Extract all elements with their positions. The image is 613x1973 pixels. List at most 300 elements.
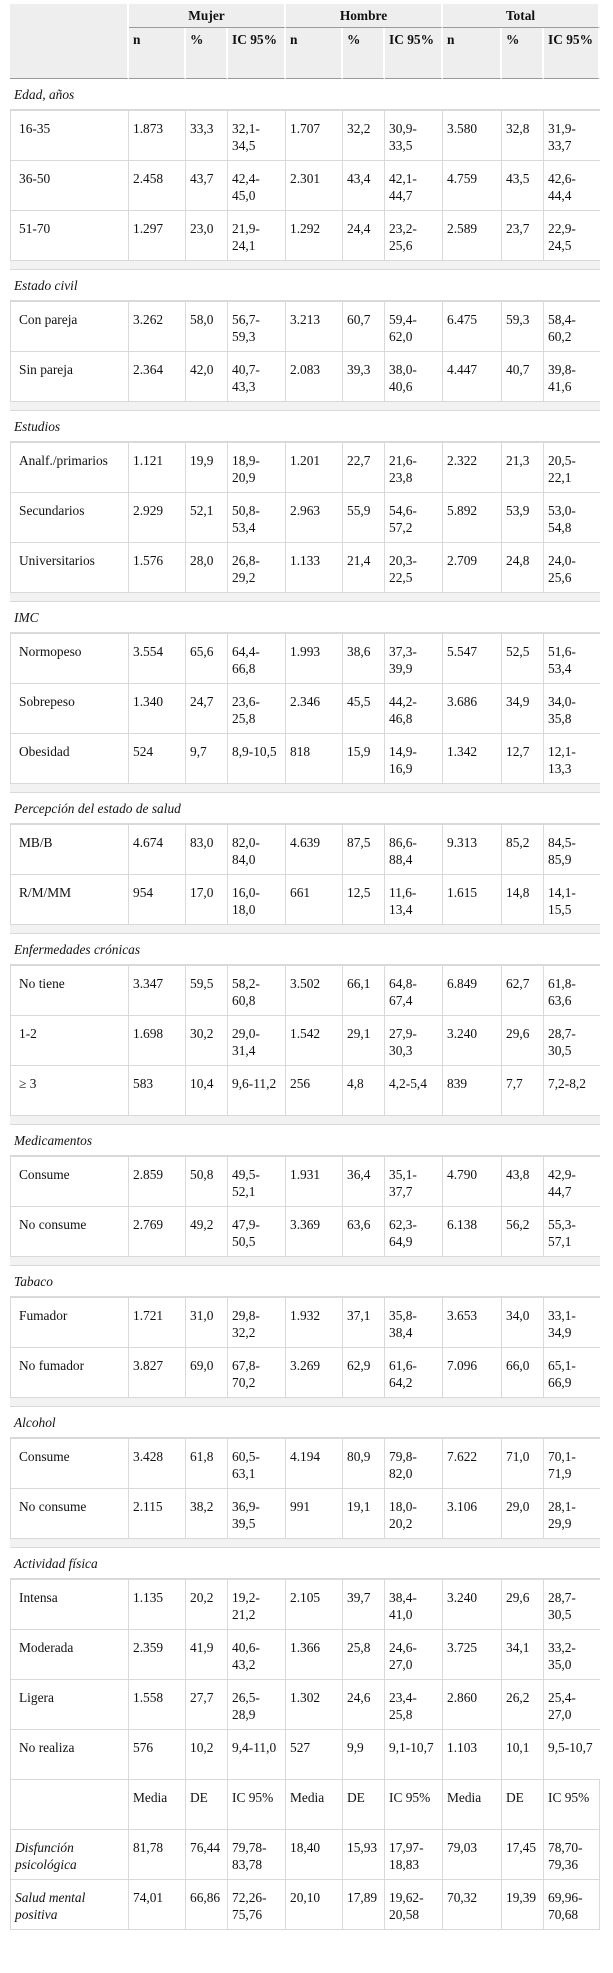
row-label: MB/B	[10, 824, 129, 874]
table-cell: 71,0	[502, 1438, 544, 1488]
table-cell: 1.542	[286, 1015, 343, 1065]
table-cell: 72,26-75,76	[228, 1879, 286, 1930]
table-cell: 2.929	[129, 492, 186, 542]
table-cell: 28,7-30,5	[544, 1015, 600, 1065]
row-label: Intensa	[10, 1579, 129, 1629]
table-cell: 65,6	[186, 633, 228, 683]
table-cell: 21,9-24,1	[228, 210, 286, 260]
row-label: Con pareja	[10, 301, 129, 351]
table-cell: 3.369	[286, 1206, 343, 1256]
section-row	[10, 270, 600, 301]
table-cell: 12,5	[343, 874, 385, 924]
table-cell: 19,2-21,2	[228, 1579, 286, 1629]
table-cell: 4.639	[286, 824, 343, 874]
corner-cell	[10, 4, 129, 79]
mean-row	[10, 1829, 600, 1879]
col-header-n: n	[286, 28, 343, 79]
table-cell: 44,2-46,8	[385, 683, 443, 733]
table-cell: 59,4-62,0	[385, 301, 443, 351]
table-cell: 27,7	[186, 1679, 228, 1729]
table-row	[10, 683, 600, 733]
table-cell: 31,9-33,7	[544, 110, 600, 160]
row-label: 36-50	[10, 160, 129, 210]
table-cell: 79,78-83,78	[228, 1829, 286, 1879]
mean-row	[10, 1879, 600, 1930]
table-cell: 38,2	[186, 1488, 228, 1538]
table-cell: 74,01	[129, 1879, 186, 1930]
section-row	[10, 1266, 600, 1297]
table-cell: 24,6	[343, 1679, 385, 1729]
table-cell: 87,5	[343, 824, 385, 874]
table-cell: 67,8-70,2	[228, 1347, 286, 1397]
table-cell: 55,9	[343, 492, 385, 542]
table-cell: 29,6	[502, 1015, 544, 1065]
table-cell: 34,0-35,8	[544, 683, 600, 733]
table-cell: 50,8	[186, 1156, 228, 1206]
table-cell: 32,1-34,5	[228, 110, 286, 160]
table-cell: 28,0	[186, 542, 228, 592]
col-header-ic: IC 95%	[544, 28, 600, 79]
table-cell: 33,1-34,9	[544, 1297, 600, 1347]
table-cell: 14,9-16,9	[385, 733, 443, 783]
table-row	[10, 733, 600, 783]
table-cell: 43,7	[186, 160, 228, 210]
table-cell: 661	[286, 874, 343, 924]
table-cell: 31,0	[186, 1297, 228, 1347]
table-cell: 58,2-60,8	[228, 965, 286, 1015]
col-header-pct: %	[343, 28, 385, 79]
section-title: IMC	[10, 602, 600, 633]
table-cell: 69,0	[186, 1347, 228, 1397]
section-row	[10, 1407, 600, 1438]
table-cell: 12,7	[502, 733, 544, 783]
table-cell: 49,2	[186, 1206, 228, 1256]
table-cell: 256	[286, 1065, 343, 1115]
table-cell: 35,1-37,7	[385, 1156, 443, 1206]
table-cell: 10,2	[186, 1729, 228, 1779]
table-cell: 62,7	[502, 965, 544, 1015]
row-label: Consume	[10, 1156, 129, 1206]
table-row	[10, 1206, 600, 1256]
table-cell: 4.790	[443, 1156, 502, 1206]
section-row	[10, 1125, 600, 1156]
row-label: No fumador	[10, 1347, 129, 1397]
table-cell: 22,7	[343, 442, 385, 492]
table-row	[10, 160, 600, 210]
table-cell: 18,9-20,9	[228, 442, 286, 492]
section-spacer	[10, 401, 600, 411]
table-cell: 6.138	[443, 1206, 502, 1256]
row-label: Sobrepeso	[10, 683, 129, 733]
table-cell: 29,8-32,2	[228, 1297, 286, 1347]
table-cell: 64,8-67,4	[385, 965, 443, 1015]
mean-header-row	[10, 1779, 600, 1829]
table-cell: 69,96-70,68	[544, 1879, 600, 1930]
table-cell: 47,9-50,5	[228, 1206, 286, 1256]
row-label: 51-70	[10, 210, 129, 260]
table-cell: 20,10	[286, 1879, 343, 1930]
table-row	[10, 1679, 600, 1729]
table-cell: 954	[129, 874, 186, 924]
table-cell: 25,4-27,0	[544, 1679, 600, 1729]
table-cell: 839	[443, 1065, 502, 1115]
table-cell: 58,4-60,2	[544, 301, 600, 351]
table-cell: 22,9-24,5	[544, 210, 600, 260]
table-row	[10, 1488, 600, 1538]
table-cell: 70,32	[443, 1879, 502, 1930]
table-cell: 26,2	[502, 1679, 544, 1729]
table-cell: 19,62-20,58	[385, 1879, 443, 1930]
table-cell: 25,8	[343, 1629, 385, 1679]
section-title: Alcohol	[10, 1407, 600, 1438]
table-row	[10, 492, 600, 542]
spacer-cell	[10, 592, 600, 602]
table-cell: 2.709	[443, 542, 502, 592]
table-cell: 3.554	[129, 633, 186, 683]
spacer-cell	[10, 1256, 600, 1266]
table-cell: 78,70-79,36	[544, 1829, 600, 1879]
table-cell: 2.589	[443, 210, 502, 260]
row-label: No realiza	[10, 1729, 129, 1779]
spacer-cell	[10, 401, 600, 411]
row-label: Ligera	[10, 1679, 129, 1729]
table-cell: 4,2-5,4	[385, 1065, 443, 1115]
table-cell: 64,4-66,8	[228, 633, 286, 683]
table-cell: 4.194	[286, 1438, 343, 1488]
table-cell: 9,6-11,2	[228, 1065, 286, 1115]
row-label: Fumador	[10, 1297, 129, 1347]
table-cell: 16,0-18,0	[228, 874, 286, 924]
table-cell: 63,6	[343, 1206, 385, 1256]
table-cell: 3.428	[129, 1438, 186, 1488]
table-cell: 61,8-63,6	[544, 965, 600, 1015]
table-cell: 8,9-10,5	[228, 733, 286, 783]
table-cell: 4.447	[443, 351, 502, 401]
row-label: Moderada	[10, 1629, 129, 1679]
table-cell: 33,2-35,0	[544, 1629, 600, 1679]
table-cell: 40,6-43,2	[228, 1629, 286, 1679]
table-cell: 76,44	[186, 1829, 228, 1879]
table-cell: 53,0-54,8	[544, 492, 600, 542]
table-cell: 55,3-57,1	[544, 1206, 600, 1256]
table-cell: 1.615	[443, 874, 502, 924]
group-header-total: Total	[443, 4, 600, 28]
table-header	[10, 4, 600, 79]
table-cell: 34,9	[502, 683, 544, 733]
table-cell: 29,0-31,4	[228, 1015, 286, 1065]
table-cell: 60,7	[343, 301, 385, 351]
table-cell: 10,1	[502, 1729, 544, 1779]
table-cell: 30,2	[186, 1015, 228, 1065]
table-cell: 2.322	[443, 442, 502, 492]
table-cell: 527	[286, 1729, 343, 1779]
table-cell: 17,45	[502, 1829, 544, 1879]
table-row	[10, 1438, 600, 1488]
table-cell: 80,9	[343, 1438, 385, 1488]
table-cell: 27,9-30,3	[385, 1015, 443, 1065]
table-cell: 66,86	[186, 1879, 228, 1930]
table-cell: 32,8	[502, 110, 544, 160]
table-cell: 9,9	[343, 1729, 385, 1779]
section-spacer	[10, 592, 600, 602]
table-cell: 3.106	[443, 1488, 502, 1538]
table-cell: 7.096	[443, 1347, 502, 1397]
col-header-n: n	[129, 28, 186, 79]
table-cell: 42,0	[186, 351, 228, 401]
table-cell: 3.240	[443, 1579, 502, 1629]
section-spacer	[10, 1115, 600, 1125]
group-header-hombre: Hombre	[286, 4, 443, 28]
results-table	[10, 4, 600, 1930]
table-cell: 23,7	[502, 210, 544, 260]
table-cell: 583	[129, 1065, 186, 1115]
table-row	[10, 210, 600, 260]
table-cell: 1.707	[286, 110, 343, 160]
table-cell: 991	[286, 1488, 343, 1538]
table-cell: 20,5-22,1	[544, 442, 600, 492]
table-cell: 59,3	[502, 301, 544, 351]
section-spacer	[10, 1256, 600, 1266]
table-row	[10, 965, 600, 1015]
table-cell: 1.342	[443, 733, 502, 783]
table-cell: 1.873	[129, 110, 186, 160]
table-cell: 33,3	[186, 110, 228, 160]
table-cell: 7.622	[443, 1438, 502, 1488]
table-cell: 9,1-10,7	[385, 1729, 443, 1779]
table-cell: 39,7	[343, 1579, 385, 1629]
table-cell: 83,0	[186, 824, 228, 874]
table-cell: 28,7-30,5	[544, 1579, 600, 1629]
table-cell: 2.359	[129, 1629, 186, 1679]
table-row	[10, 633, 600, 683]
table-cell: 15,93	[343, 1829, 385, 1879]
table-cell: 66,0	[502, 1347, 544, 1397]
table-cell: 34,0	[502, 1297, 544, 1347]
table-cell: 21,4	[343, 542, 385, 592]
table-cell: 3.827	[129, 1347, 186, 1397]
table-cell: 52,5	[502, 633, 544, 683]
col-header-n: n	[443, 28, 502, 79]
row-label: ≥ 3	[10, 1065, 129, 1115]
table-cell: 17,89	[343, 1879, 385, 1930]
mean-col-header: IC 95%	[544, 1779, 600, 1829]
spacer-cell	[10, 260, 600, 270]
section-spacer	[10, 1397, 600, 1407]
section-row	[10, 793, 600, 824]
section-title: Tabaco	[10, 1266, 600, 1297]
table-cell: 576	[129, 1729, 186, 1779]
table-cell: 43,8	[502, 1156, 544, 1206]
table-cell: 1.121	[129, 442, 186, 492]
spacer-cell	[10, 1538, 600, 1548]
table-cell: 1.932	[286, 1297, 343, 1347]
table-cell: 18,0-20,2	[385, 1488, 443, 1538]
table-cell: 2.860	[443, 1679, 502, 1729]
table-cell: 42,4-45,0	[228, 160, 286, 210]
table-cell: 3.653	[443, 1297, 502, 1347]
table-cell: 49,5-52,1	[228, 1156, 286, 1206]
table-row	[10, 824, 600, 874]
table-cell: 3.347	[129, 965, 186, 1015]
row-label: Secundarios	[10, 492, 129, 542]
table-cell: 62,3-64,9	[385, 1206, 443, 1256]
table-cell: 42,1-44,7	[385, 160, 443, 210]
mean-row-label: Disfunción psicológica	[10, 1829, 129, 1879]
section-title: Enfermedades crónicas	[10, 934, 600, 965]
table-cell: 3.502	[286, 965, 343, 1015]
spacer-cell	[10, 1397, 600, 1407]
spacer-cell	[10, 1115, 600, 1125]
table-cell: 17,0	[186, 874, 228, 924]
table-cell: 2.963	[286, 492, 343, 542]
table-cell: 3.240	[443, 1015, 502, 1065]
table-cell: 59,5	[186, 965, 228, 1015]
table-cell: 1.993	[286, 633, 343, 683]
section-spacer	[10, 783, 600, 793]
section-row	[10, 934, 600, 965]
table-cell: 24,7	[186, 683, 228, 733]
table-cell: 43,5	[502, 160, 544, 210]
table-cell: 43,4	[343, 160, 385, 210]
table-row	[10, 351, 600, 401]
table-row	[10, 1297, 600, 1347]
table-row	[10, 542, 600, 592]
table-cell: 60,5-63,1	[228, 1438, 286, 1488]
table-cell: 2.769	[129, 1206, 186, 1256]
row-label: Obesidad	[10, 733, 129, 783]
table-cell: 29,6	[502, 1579, 544, 1629]
table-cell: 17,97-18,83	[385, 1829, 443, 1879]
table-cell: 524	[129, 733, 186, 783]
section-row	[10, 602, 600, 633]
table-cell: 45,5	[343, 683, 385, 733]
table-cell: 36,4	[343, 1156, 385, 1206]
mean-row-label: Salud mental positiva	[10, 1879, 129, 1930]
table-cell: 3.269	[286, 1347, 343, 1397]
mean-col-header: Media	[286, 1779, 343, 1829]
table-cell: 2.083	[286, 351, 343, 401]
table-cell: 61,6-64,2	[385, 1347, 443, 1397]
section-row	[10, 79, 600, 110]
blank-cell	[10, 1779, 129, 1829]
table-cell: 2.115	[129, 1488, 186, 1538]
mean-col-header: Media	[129, 1779, 186, 1829]
section-title: Percepción del estado de salud	[10, 793, 600, 824]
table-cell: 1.698	[129, 1015, 186, 1065]
table-cell: 51,6-53,4	[544, 633, 600, 683]
row-label: Sin pareja	[10, 351, 129, 401]
section-title: Medicamentos	[10, 1125, 600, 1156]
table-cell: 38,4-41,0	[385, 1579, 443, 1629]
row-label: Analf./primarios	[10, 442, 129, 492]
table-cell: 9.313	[443, 824, 502, 874]
table-cell: 4,8	[343, 1065, 385, 1115]
table-cell: 19,39	[502, 1879, 544, 1930]
table-cell: 1.558	[129, 1679, 186, 1729]
table-cell: 34,1	[502, 1629, 544, 1679]
row-label: R/M/MM	[10, 874, 129, 924]
table-cell: 6.475	[443, 301, 502, 351]
table-cell: 9,7	[186, 733, 228, 783]
table-cell: 39,3	[343, 351, 385, 401]
table-cell: 21,3	[502, 442, 544, 492]
table-cell: 84,5-85,9	[544, 824, 600, 874]
table-cell: 42,6-44,4	[544, 160, 600, 210]
table-cell: 23,0	[186, 210, 228, 260]
table-cell: 1.721	[129, 1297, 186, 1347]
col-header-ic: IC 95%	[385, 28, 443, 79]
group-header-mujer: Mujer	[129, 4, 286, 28]
spacer-cell	[10, 924, 600, 934]
row-label: Normopeso	[10, 633, 129, 683]
table-cell: 79,8-82,0	[385, 1438, 443, 1488]
table-cell: 21,6-23,8	[385, 442, 443, 492]
table-cell: 85,2	[502, 824, 544, 874]
section-title: Estado civil	[10, 270, 600, 301]
table-cell: 24,0-25,6	[544, 542, 600, 592]
table-cell: 10,4	[186, 1065, 228, 1115]
section-title: Actividad física	[10, 1548, 600, 1579]
table-cell: 2.859	[129, 1156, 186, 1206]
mean-col-header: DE	[343, 1779, 385, 1829]
table-cell: 24,4	[343, 210, 385, 260]
mean-col-header: Media	[443, 1779, 502, 1829]
row-label: Universitarios	[10, 542, 129, 592]
table-cell: 61,8	[186, 1438, 228, 1488]
table-cell: 5.892	[443, 492, 502, 542]
table-row	[10, 110, 600, 160]
table-body	[10, 79, 600, 1930]
table-cell: 1.931	[286, 1156, 343, 1206]
table-cell: 18,40	[286, 1829, 343, 1879]
table-cell: 1.340	[129, 683, 186, 733]
table-cell: 26,8-29,2	[228, 542, 286, 592]
table-cell: 38,0-40,6	[385, 351, 443, 401]
table-row	[10, 301, 600, 351]
table-cell: 5.547	[443, 633, 502, 683]
table-cell: 35,8-38,4	[385, 1297, 443, 1347]
table-cell: 26,5-28,9	[228, 1679, 286, 1729]
table-cell: 29,1	[343, 1015, 385, 1065]
section-spacer	[10, 924, 600, 934]
table-cell: 3.725	[443, 1629, 502, 1679]
table-cell: 23,4-25,8	[385, 1679, 443, 1729]
table-cell: 23,2-25,6	[385, 210, 443, 260]
col-header-ic: IC 95%	[228, 28, 286, 79]
section-row	[10, 1548, 600, 1579]
table-cell: 6.849	[443, 965, 502, 1015]
table-cell: 24,6-27,0	[385, 1629, 443, 1679]
table-cell: 4.674	[129, 824, 186, 874]
table-row	[10, 1156, 600, 1206]
table-cell: 7,2-8,2	[544, 1065, 600, 1115]
table-cell: 3.262	[129, 301, 186, 351]
table-cell: 14,8	[502, 874, 544, 924]
table-cell: 2.458	[129, 160, 186, 210]
table-cell: 36,9-39,5	[228, 1488, 286, 1538]
section-spacer	[10, 260, 600, 270]
table-cell: 86,6-88,4	[385, 824, 443, 874]
table-cell: 50,8-53,4	[228, 492, 286, 542]
table-cell: 2.364	[129, 351, 186, 401]
table-cell: 4.759	[443, 160, 502, 210]
row-label: No consume	[10, 1488, 129, 1538]
table-cell: 56,2	[502, 1206, 544, 1256]
table-cell: 40,7	[502, 351, 544, 401]
table-cell: 53,9	[502, 492, 544, 542]
table-row	[10, 1629, 600, 1679]
table-cell: 79,03	[443, 1829, 502, 1879]
